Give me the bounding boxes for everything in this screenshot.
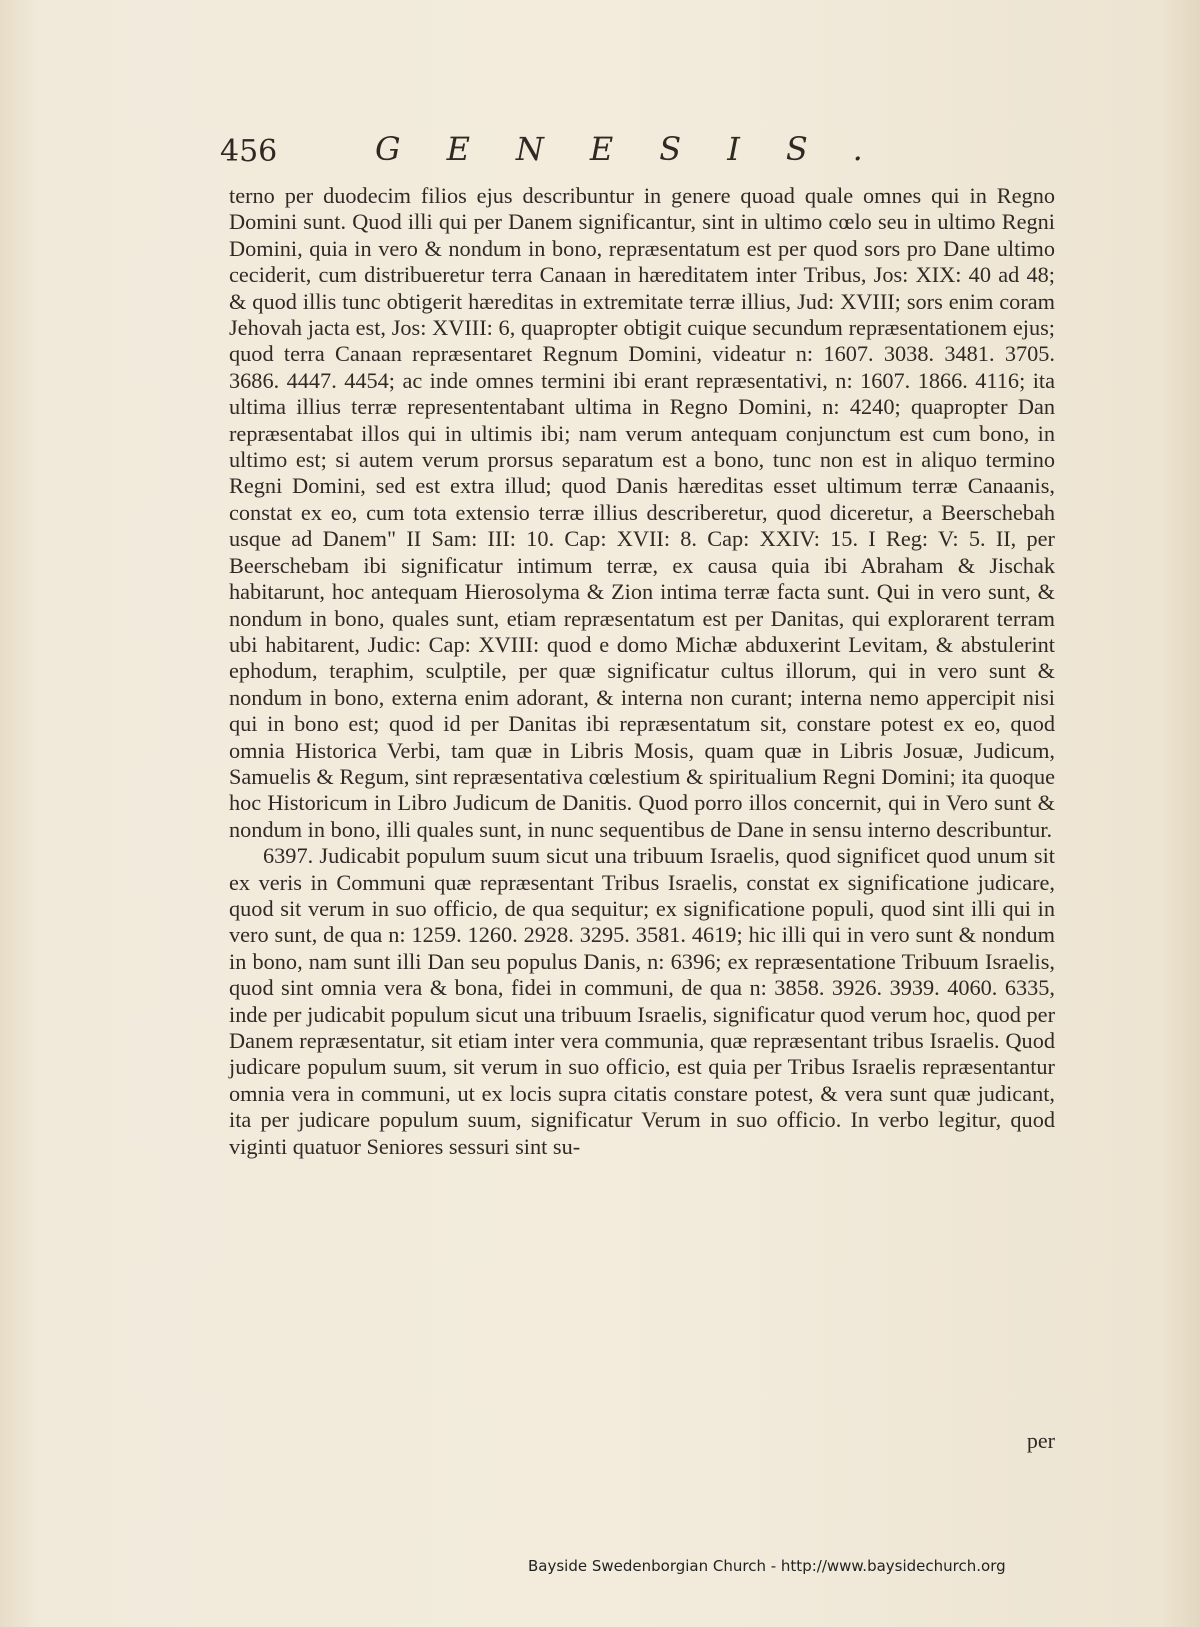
catchword: per [1026, 1428, 1055, 1453]
running-title: GENESIS. [375, 130, 909, 168]
paragraph: terno per duodecim filios ejus describuntur in genere quoad quale omnes qui in Regno Domini sunt. Quod illi qui per Danem significantur, sint in ultimo cœlo seu in ultimo Regni Domini, quia in vero & nondum in bono, repræsentatum est per quod sors pro Dane ultimo ceciderit, cum distribueretur terra Canaan in hæreditatem inter Tribus, Jos: XIX: 40 ad 48; & quod illis tunc obtigerit hæreditas in extremitate terræ illius, Jud: XVIII; sors enim coram Jehovah jacta est, Jos: XVIII: 6, quapropter obtigit cuique secundum repræsentationem ejus; quod terra Canaan repræsentaret Regnum Domini, videatur n: 1607. 3038. 3481. 3705. 3686. 4447. 4454; ac inde omnes termini ibi erant repræsentativi, n: 1607. 1866. 4116; ita ultima illius terræ represententabant ultima in Regno Domini, n: 4240; quapropter Dan repræsentabat illos qui in ultimis ibi; nam verum antequam conjunctum est cum bono, in ultimo est; si autem verum prorsus separatum est a bono, tunc non est in aliquo termino Regni Domini, sed est extra illud; quod Danis hæreditas esset ultimum terræ Canaanis, constat ex eo, cum tota extensio terræ illius describeretur, quod diceretur, a Beerschebah usque ad Danem" II Sam: III: 10. Cap: XVII: 8. Cap: XXIV: 15. I Reg: V: 5. II, per Beerschebam ibi significatur intimum terræ, ex causa quia ibi Abraham & Jischak habitarunt, hoc antequam Hierosolyma & Zion intima terræ facta sunt. Qui in vero sunt, & nondum in bono, quales sunt, etiam repræsentatum est per Danitas, qui explorarent terram ubi habitarent, Judic: Cap: XVIII: quod e domo Michæ abduxerint Levitam, & abstulerint ephodum, teraphim, sculptile, per quæ significatur cultus illorum, qui in vero sunt & nondum in bono, externa enim adorant, & interna non curant; interna nemo appercipit nisi qui in bono est; quod id per Danitas ibi repræsentatum sit, constare potest ex eo, quod omnia Historica Verbi, tam quæ in Libris Mosis, quam quæ in Libris Josuæ, Judicum, Samuelis & Regum, sint repræsentativa cœlestium & spiritualium Regni Domini; ita quoque hoc Historicum in Libro Judicum de Danitis. Quod porro illos concernit, qui in Vero sunt & nondum in bono, illi quales sunt, in nunc sequentibus de Dane in sensu interno describuntur. [229, 183, 1055, 842]
page-header [220, 128, 920, 178]
body-text [229, 183, 1055, 1160]
page-number: 456 [220, 134, 278, 169]
paragraph: 6397. Judicabit populum suum sicut una tribuum Israelis, quod significet quod unum sit ex veris in Communi quæ repræsentant Tribus Israelis, constat ex significatione judicare, quod sit verum in suo officio, de qua sequitur; ex significatione populi, quod sint illi qui in vero sunt, de qua n: 1259. 1260. 2928. 3295. 3581. 4619; hic illi qui in vero sunt & nondum in bono, nam sunt illi Dan seu populus Danis, n: 6396; ex repræsentatione Tribuum Israelis, quod sint omnia vera & bona, fidei in communi, de qua n: 3858. 3926. 3939. 4060. 6335, inde per judicabit populum sicut una tribuum Israelis, significatur quod verum hoc, quod per Danem repræsentatur, sit etiam inter vera communia, quæ repræsentant tribus Israelis. Quod judicare populum suum, sit verum in suo officio, est quia per Tribus Israelis repræsentantur omnia vera in communi, ut ex locis supra citatis constare potest, & vera sunt quæ judicant, ita per judicare populum suum, significatur Verum in suo officio. In verbo legitur, quod viginti quatuor Seniores sessuri sint su- [229, 843, 1055, 1159]
footer-credit: Bayside Swedenborgian Church - http://www.baysidechurch.org [528, 1557, 1006, 1575]
